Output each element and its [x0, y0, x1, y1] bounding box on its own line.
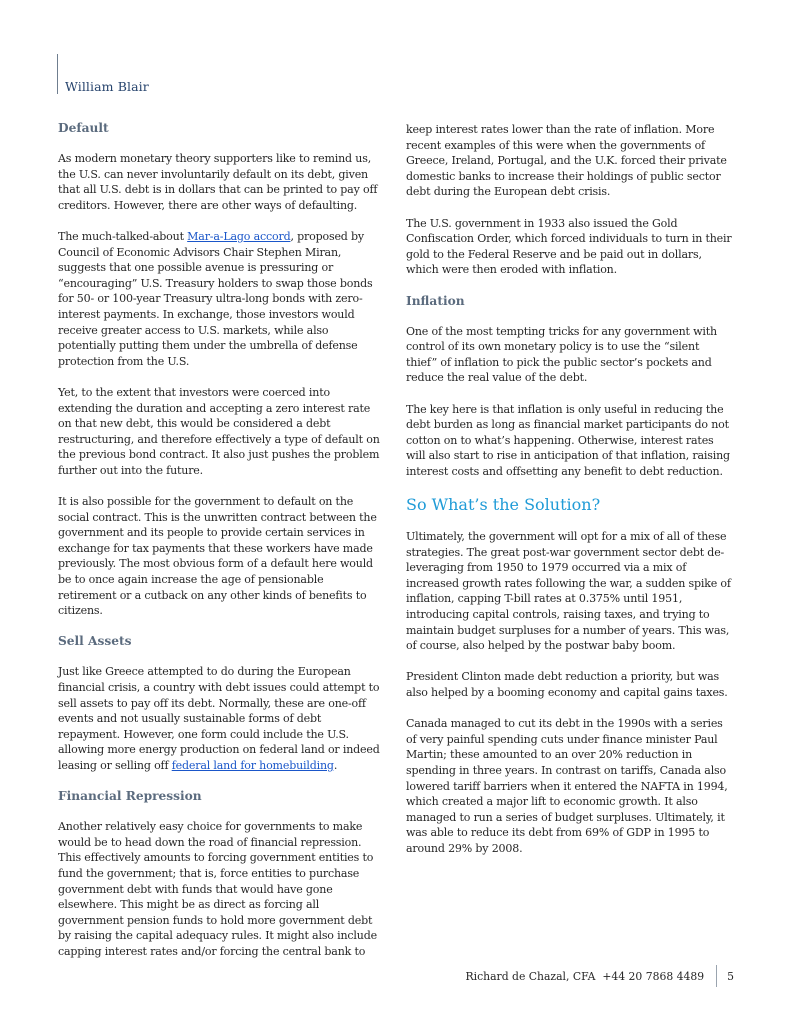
paragraph: The U.S. government in 1933 also issued the Gold Confiscation Order, which forced individuals to turn in their gold to the Federal Reserve and be paid out in dollars, which were then eroded with inflation. — [406, 216, 732, 277]
heading-inflation: Inflation — [406, 293, 465, 308]
author-contact: Richard de Chazal, CFA +44 20 7868 4489 — [465, 969, 705, 983]
text: Just like Greece attempted to do during the European financial crisis, a country with debt issues could attempt to sell assets to pay off its debt. Normally, these are one-off events and not usually sustainable forms of debt repayment. However, one form could include the U.S. allowing more energy production on federal land or indeed leasing or selling off — [58, 665, 380, 772]
header-divider — [57, 54, 58, 94]
page-footer — [466, 965, 734, 987]
text: , proposed by Council of Economic Advisors Chair Stephen Miran, suggests that one possible avenue is pressuring or “encouraging” U.S. Treasury holders to swap those bonds for 50- or 100-year Treasury ultra-long bonds with zero-interest payments. In exchange, those investors would receive greater access to U.S. markets, while also potentially putting them under the umbrella of defense protection from the U.S. — [58, 229, 373, 368]
footer-divider — [716, 965, 717, 987]
paragraph: Canada managed to cut its debt in the 1990s with a series of very painful spending cuts under finance minister Paul Martin; these amounted to an over 20% reduction in spending in three years. In contrast on tariffs, Canada also lowered tariff barriers when it entered the NAFTA in 1994, which created a major lift to economic growth. It also managed to run a series of budget surpluses. Ultimately, it was able to reduce its debt from 69% of GDP in 1995 to around 29% by 2008. — [406, 717, 728, 855]
heading-financial-repression: Financial Repression — [58, 789, 202, 804]
federal-land-link[interactable]: federal land for homebuilding — [171, 758, 334, 772]
paragraph: keep interest rates lower than the rate of inflation. More recent examples of this were when the governments of Greece, Ireland, Portugal, and the U.K. forced their private domestic banks to increase their holdings of public sector debt during the European debt crisis. — [406, 123, 727, 199]
paragraph — [58, 229, 383, 369]
paragraph: It is also possible for the government to default on the social contract. This is the unwritten contract between the government and its people to provide certain services in exchange for tax payments that these workers have made previously. The most obvious form of a default here would be to once again increase the age of pensionable retirement or a cutback on any other kinds of benefits to citizens. — [58, 495, 377, 618]
heading-solution: So What’s the Solution? — [406, 495, 601, 515]
paragraph: Ultimately, the government will opt for a mix of all of these strategies. The great post-war government sector debt de-leveraging from 1950 to 1979 occurred via a mix of increased growth rates following the war, a sudden spike of inflation, capping T-bill rates at 0.375% until 1951, introducing capital controls, raising taxes, and trying to maintain budget surpluses for a number of years. This was, of course, also helped by the postwar baby boom. — [406, 530, 731, 653]
paragraph: As modern monetary theory supporters like to remind us, the U.S. can never involuntarily default on its debt, given that all U.S. debt is in dollars that can be printed to pay off creditors. However, there are other ways of defaulting. — [58, 152, 378, 212]
paragraph: One of the most tempting tricks for any government with control of its own monetary policy is to use the “silent thief” of inflation to pick the public sector’s pockets and reduce the real value of the debt. — [406, 324, 717, 385]
text: . — [333, 758, 338, 772]
paragraph: Yet, to the extent that investors were coerced into extending the duration and accepting a zero interest rate on that new debt, this would be considered a debt restructuring, and therefore effectively a type of default on the previous bond contract. It also just pushes the problem further out into the future. — [58, 385, 380, 477]
paragraph: Another relatively easy choice for governments to make would be to head down the road of financial repression. This effectively amounts to forcing government entities to fund the government; that is, force entities to purchase government debt with funds that would have gone elsewhere. This might be as direct as forcing all government pension funds to hold more government debt by raising the capital adequacy rules. It might also include capping interest rates and/or forcing the central bank to — [58, 820, 377, 958]
heading-sell-assets: Sell Assets — [58, 634, 132, 649]
right-column — [406, 122, 733, 872]
left-column — [58, 121, 383, 975]
page-number: 5 — [727, 969, 734, 983]
text: The much-talked-about — [58, 229, 188, 243]
paragraph — [58, 664, 383, 773]
paragraph: The key here is that inflation is only useful in reducing the debt burden as long as financial market participants do not cotton on to what’s happening. Otherwise, interest rates will also start to rise in anticipation of that inflation, raising interest costs and offsetting any benefit to debt reduction. — [406, 402, 730, 478]
mar-a-lago-accord-link[interactable]: Mar-a-Lago accord — [187, 229, 291, 243]
brand-name: William Blair — [65, 79, 149, 94]
paragraph: President Clinton made debt reduction a priority, but was also helped by a booming economy and capital gains taxes. — [406, 670, 728, 699]
heading-default: Default — [58, 121, 109, 135]
